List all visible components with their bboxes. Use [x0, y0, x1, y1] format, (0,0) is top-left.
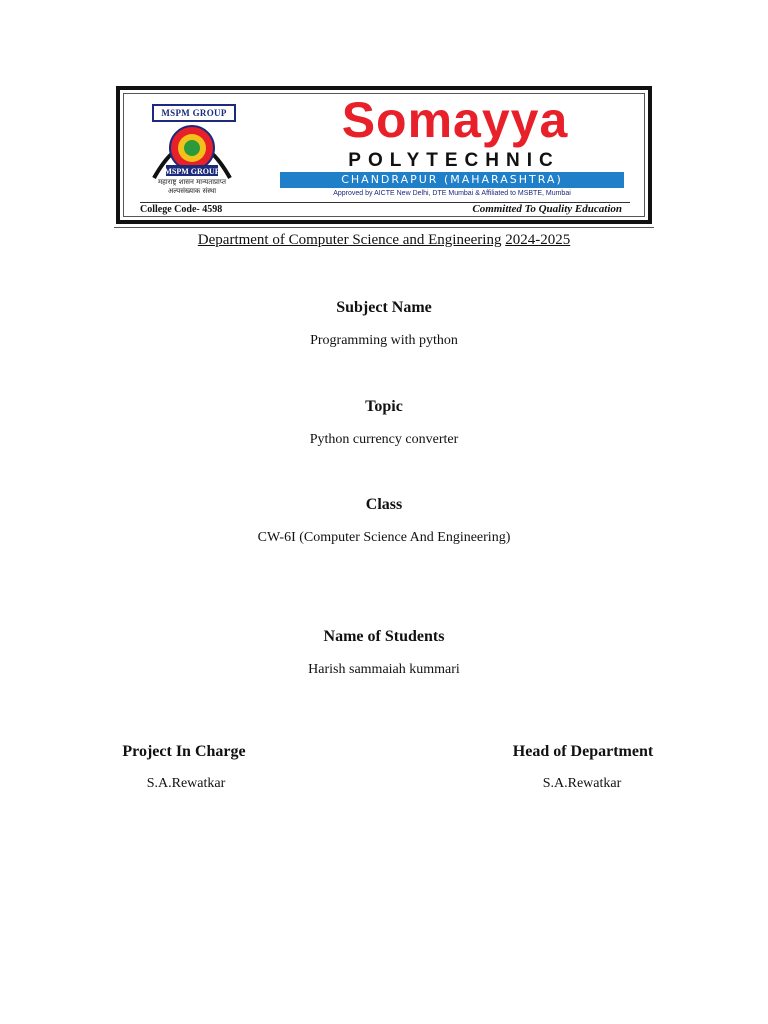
header-divider	[114, 227, 654, 228]
subject-value: Programming with python	[310, 333, 458, 348]
emblem-icon	[144, 118, 240, 180]
brand-name: Somayya	[341, 92, 569, 148]
class-value: CW-6I (Computer Science And Engineering)	[257, 530, 511, 545]
head-of-department-name: S.A.Rewatkar	[542, 776, 622, 791]
brand-subtitle: POLYTECHNIC	[348, 150, 560, 171]
brand-city-bar: CHANDRAPUR (MAHARASHTRA)	[280, 172, 624, 188]
college-banner	[116, 86, 652, 224]
head-of-department-heading: Head of Department	[512, 743, 654, 760]
department-line	[0, 232, 768, 249]
subject-heading: Subject Name	[336, 299, 432, 316]
college-tagline: Committed To Quality Education	[472, 203, 622, 215]
topic-value: Python currency converter	[309, 432, 459, 447]
college-logo	[144, 104, 240, 204]
students-heading: Name of Students	[323, 628, 445, 645]
mspm-group-bottom-label: MSPM GROUP	[164, 167, 220, 176]
project-in-charge-name: S.A.Rewatkar	[146, 776, 226, 791]
topic-heading: Topic	[365, 398, 403, 415]
college-code: College Code- 4598	[140, 204, 223, 215]
project-in-charge-heading: Project In Charge	[122, 743, 246, 760]
marathi-caption: महाराष्ट्र शासन मान्यताप्राप्त अल्पसंख्याक संस्था	[158, 178, 226, 195]
approval-text: Approved by AICTE New Delhi, DTE Mumbai & Affiliated to MSBTE, Mumbai	[333, 190, 571, 197]
class-heading: Class	[365, 496, 403, 513]
department-name: Department of Computer Science and Engineering	[197, 232, 502, 248]
academic-year: 2024-2025	[505, 232, 571, 248]
students-value: Harish sammaiah kummari	[308, 662, 460, 677]
mspm-group-label: MSPM GROUP	[152, 104, 236, 122]
